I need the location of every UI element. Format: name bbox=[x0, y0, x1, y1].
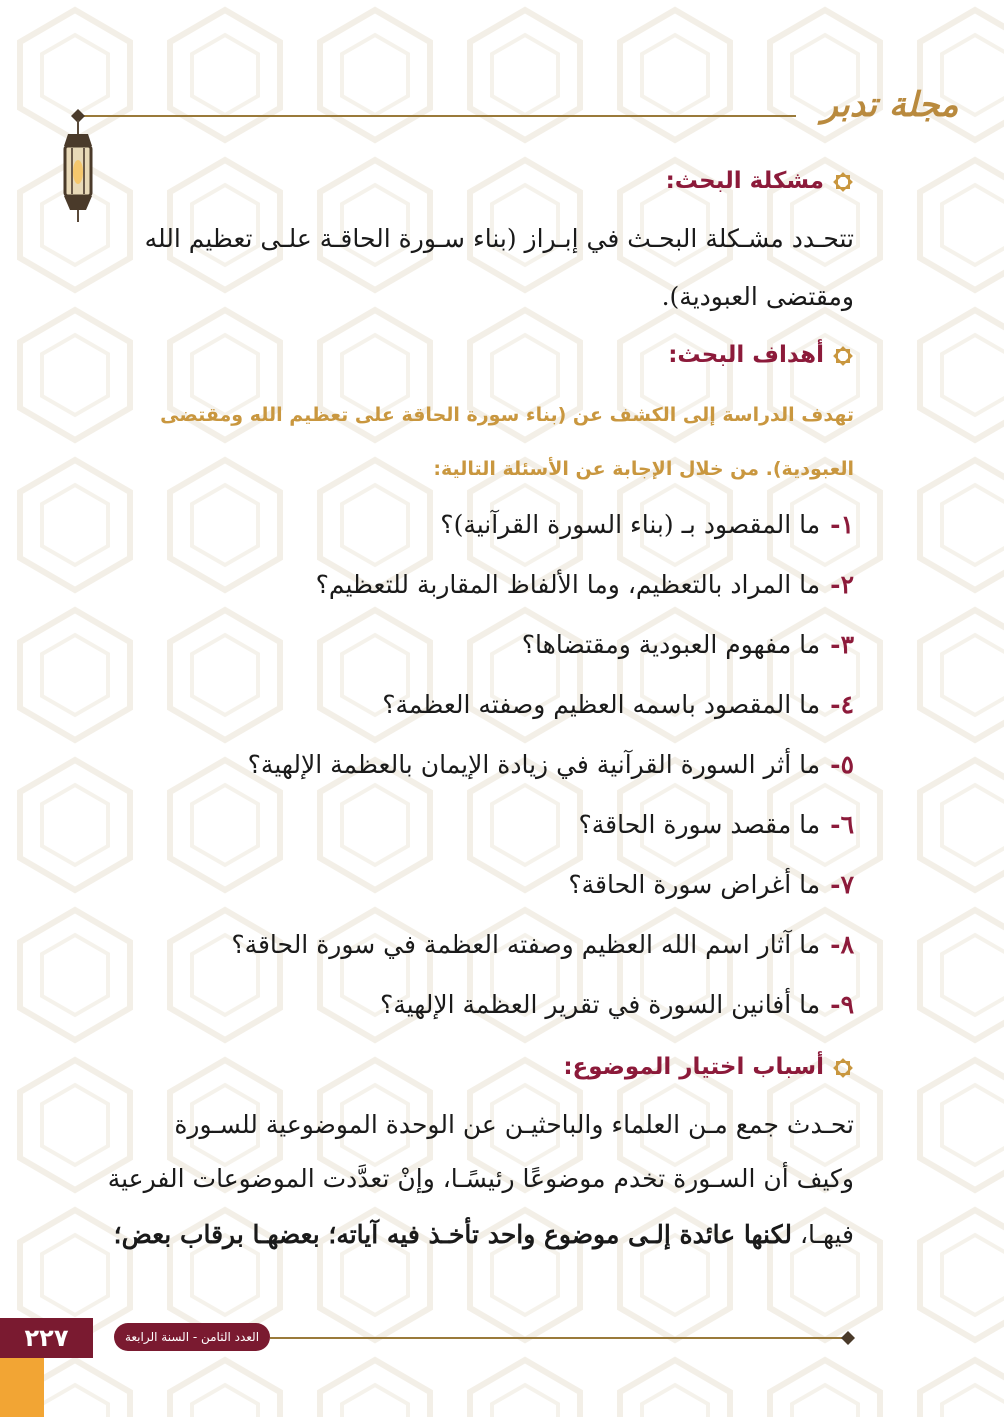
question-text: ما المقصود بـ (بناء السورة القرآنية)؟ bbox=[440, 510, 821, 539]
reasons-line-1: تحـدث جمع مـن العلماء والباحثيـن عن الوحدة الموضوعية للسـورة bbox=[174, 1110, 854, 1139]
question-number: ٤- bbox=[830, 690, 854, 719]
reasons-line-3 bbox=[114, 1220, 854, 1249]
heading-text: أسباب اختيار الموضوع: bbox=[563, 1054, 824, 1080]
header-rule bbox=[68, 108, 798, 124]
question-number: ٦- bbox=[830, 810, 854, 839]
lantern-icon bbox=[58, 120, 98, 224]
question-item bbox=[440, 510, 854, 539]
question-text: ما آثار اسم الله العظيم وصفته العظمة في سورة الحاقة؟ bbox=[231, 930, 821, 959]
logo-text: مجلة تدبر bbox=[821, 85, 959, 125]
page-corner-accent bbox=[0, 1358, 44, 1417]
question-number: ٨- bbox=[830, 930, 854, 959]
reasons-line-2: وكيف أن السـورة تخدم موضوعًا رئيسًـا، وإنْ تعدَّدت الموضوعات الفرعية bbox=[107, 1164, 854, 1193]
heading-text: مشكلة البحث: bbox=[665, 168, 824, 194]
question-text: ما أفانين السورة في تقرير العظمة الإلهية؟ bbox=[379, 990, 821, 1019]
question-number: ٩- bbox=[830, 990, 854, 1019]
question-item bbox=[568, 870, 854, 899]
question-number: ٥- bbox=[830, 750, 854, 779]
section-heading-problem bbox=[666, 168, 854, 194]
question-item bbox=[316, 570, 854, 599]
page-number: ٢٢٧ bbox=[0, 1318, 93, 1358]
question-number: ٣- bbox=[830, 630, 854, 659]
question-text: ما أثر السورة القرآنية في زيادة الإيمان بالعظمة الإلهية؟ bbox=[247, 750, 821, 779]
footer-rule bbox=[270, 1330, 860, 1346]
ornament-icon bbox=[832, 345, 854, 367]
journal-logo bbox=[800, 70, 980, 140]
reasons-line-3-bold: لكنها عائدة إلـى موضوع واحد تأخـذ فيه آياته؛ بعضهـا برقاب بعض؛ bbox=[113, 1220, 793, 1249]
question-item bbox=[248, 750, 854, 779]
question-item bbox=[380, 990, 854, 1019]
question-item bbox=[231, 930, 854, 959]
question-text: ما مفهوم العبودية ومقتضاها؟ bbox=[521, 630, 821, 659]
issue-badge: العدد الثامن - السنة الرابعة bbox=[114, 1323, 270, 1351]
problem-line-2: ومقتضى العبودية). bbox=[661, 282, 854, 311]
section-heading-objectives bbox=[668, 342, 854, 368]
ornament-icon bbox=[832, 171, 854, 193]
reasons-line-3-plain: فيهـا، bbox=[799, 1220, 854, 1249]
question-item bbox=[382, 690, 854, 719]
question-text: ما المقصود باسمه العظيم وصفته العظمة؟ bbox=[382, 690, 821, 719]
objectives-intro-line-1: تهدف الدراسة إلى الكشف عن (بناء سورة الحاقة على تعظيم الله ومقتضى bbox=[160, 404, 854, 426]
ornament-icon bbox=[832, 1057, 854, 1079]
objectives-intro-line-2: العبودية). من خلال الإجابة عن الأسئلة التالية: bbox=[433, 458, 854, 480]
question-number: ٢- bbox=[830, 570, 854, 599]
question-number: ٧- bbox=[830, 870, 854, 899]
section-heading-reasons bbox=[563, 1054, 854, 1080]
question-text: ما أغراض سورة الحاقة؟ bbox=[568, 870, 821, 899]
question-number: ١- bbox=[830, 510, 854, 539]
question-text: ما المراد بالتعظيم، وما الألفاظ المقاربة للتعظيم؟ bbox=[315, 570, 821, 599]
heading-text: أهداف البحث: bbox=[668, 342, 824, 368]
question-item bbox=[579, 810, 855, 839]
question-text: ما مقصد سورة الحاقة؟ bbox=[578, 810, 821, 839]
problem-line-1: تتحـدد مشـكلة البحـث في إبـراز (بناء سـورة الحاقـة علـى تعظيم الله bbox=[144, 224, 854, 253]
question-item bbox=[522, 630, 854, 659]
